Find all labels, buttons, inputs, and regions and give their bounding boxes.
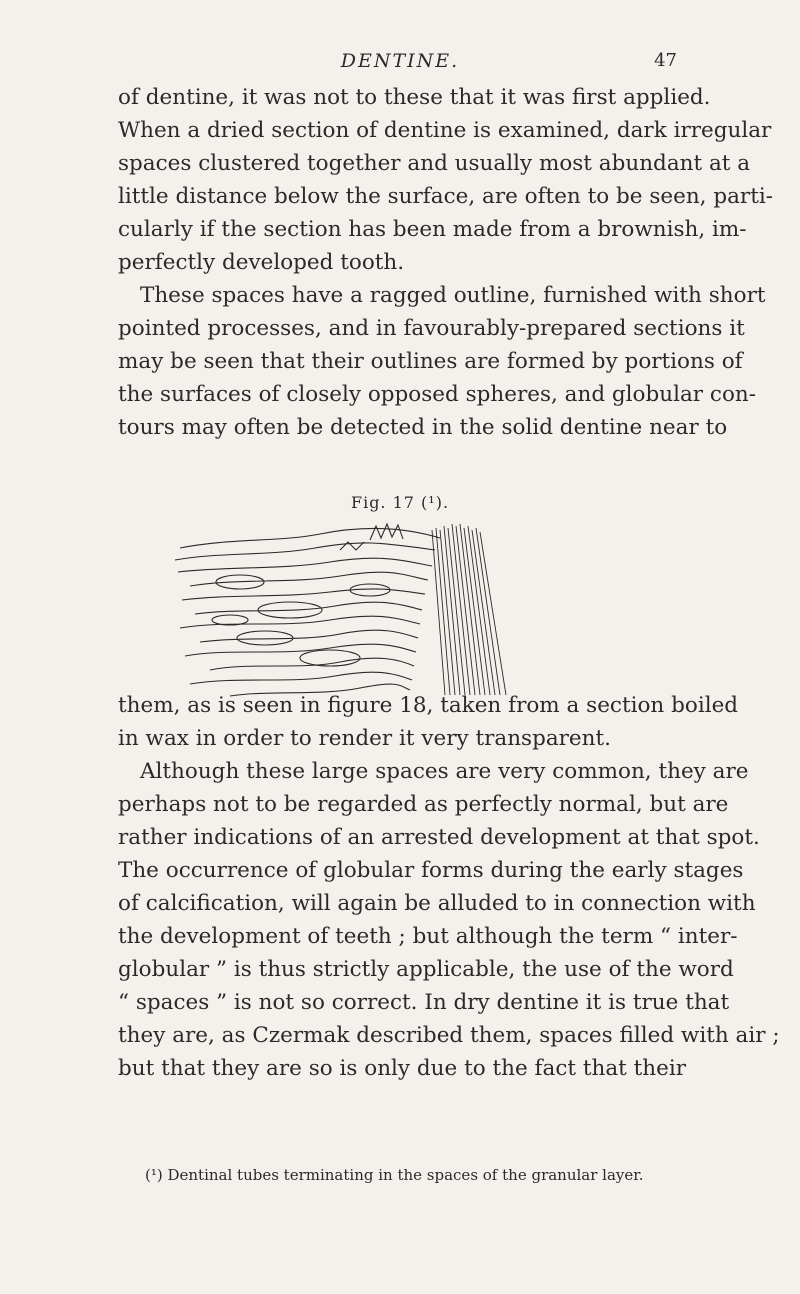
text-line: in wax in order to render it very transparent. <box>118 726 611 751</box>
text-line: The occurrence of globular forms during the early stages <box>118 858 744 883</box>
text-line: globular ” is thus strictly applicable, the use of the word <box>118 957 734 982</box>
running-title: DENTINE. <box>340 50 460 72</box>
text-line: the development of teeth ; but although the term “ inter- <box>118 924 738 949</box>
text-line: perfectly developed tooth. <box>118 250 405 275</box>
text-line: them, as is seen in figure 18, taken from a section boiled <box>118 693 739 718</box>
text-line: spaces clustered together and usually most abundant at a <box>118 151 751 176</box>
text-line: the surfaces of closely opposed spheres, and globular con- <box>118 382 757 407</box>
text-line: perhaps not to be regarded as perfectly normal, but are <box>118 792 729 817</box>
figure-caption: Fig. 17 (¹). <box>350 493 450 512</box>
dentine-section-illustration <box>170 520 600 705</box>
text-line: When a dried section of dentine is examined, dark irregular <box>118 118 772 143</box>
text-line: These spaces have a ragged outline, furnished with short <box>140 283 766 308</box>
text-line: they are, as Czermak described them, spaces filled with air ; <box>118 1023 780 1048</box>
text-line: cularly if the section has been made from a brownish, im- <box>118 217 747 242</box>
text-line: “ spaces ” is not so correct. In dry dentine it is true that <box>118 990 730 1015</box>
text-line: of dentine, it was not to these that it was first applied. <box>118 85 711 110</box>
text-line: but that they are so is only due to the fact that their <box>118 1056 686 1081</box>
page-header <box>0 50 800 80</box>
text-line: of calcification, will again be alluded to in connection with <box>118 891 756 916</box>
page-number: 47 <box>654 50 677 71</box>
text-line: Although these large spaces are very common, they are <box>140 759 749 784</box>
body-text-top <box>118 81 773 444</box>
text-line: may be seen that their outlines are formed by portions of <box>118 349 743 374</box>
text-line: little distance below the surface, are often to be seen, parti- <box>118 184 773 209</box>
footnote: (¹) Dentinal tubes terminating in the spaces of the granular layer. <box>145 1166 644 1184</box>
body-text-bottom <box>118 689 780 1085</box>
text-line: tours may often be detected in the solid dentine near to <box>118 415 728 440</box>
text-line: rather indications of an arrested development at that spot. <box>118 825 760 850</box>
text-line: pointed processes, and in favourably-prepared sections it <box>118 316 745 341</box>
